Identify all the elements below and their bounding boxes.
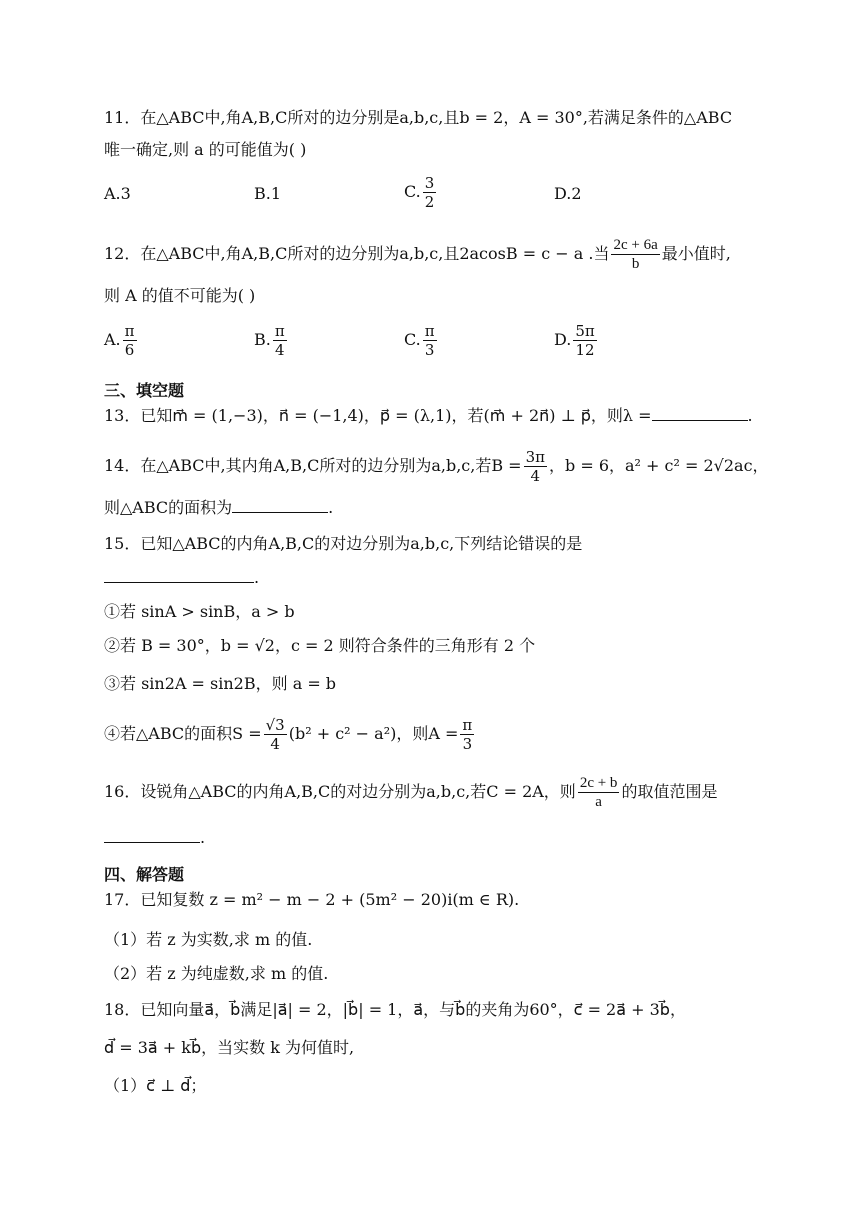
q16-answer-blank[interactable]	[104, 826, 200, 843]
q11-option-b: B.1	[254, 184, 282, 203]
q16-text-a: 16．设锐角△ABC的内角A,B,C的对边分别为a,b,c,若C = 2A，则	[104, 782, 576, 801]
q17-line: 17．已知复数 z = m² − m − 2 + (5m² − 20)i(m ∈ R).	[104, 890, 520, 909]
q16-text-b: 的取值范围是	[621, 782, 718, 801]
q13-text: 13．已知m⃗ = (1,−3)，n⃗ = (−1,4)，p⃗ = (λ,1)，若(m⃗ + 2n⃗) ⊥ p⃗，则λ =	[104, 406, 652, 425]
q12-line1-a: 12．在△ABC中,角A,B,C所对的边分别为a,b,c,且2acosB = c − a .当	[104, 244, 610, 263]
q16-frac-den: a	[595, 794, 602, 810]
q15-item-4-num: √3	[265, 716, 285, 734]
q18-sub1: （1）c⃗ ⊥ d⃗；	[104, 1076, 207, 1095]
q12-option-d-prefix: D.	[554, 330, 572, 349]
q12-option-c-den: 3	[424, 341, 435, 359]
q18-line1: 18．已知向量a⃗，b⃗满足|a⃗| = 2，|b⃗| = 1，a⃗，与b⃗的夹角为60°，c⃗ = 2a⃗ + 3b⃗，	[104, 1000, 686, 1019]
q15-item-4-den: 4	[270, 735, 280, 753]
q14-text-a: 14．在△ABC中,其内角A,B,C所对的边分别为a,b,c,若B =	[104, 456, 522, 475]
q11-option-c-fraction	[423, 174, 437, 211]
q12-option-b	[254, 322, 289, 359]
q14-fraction	[524, 448, 547, 485]
q12-option-d-num: 5π	[575, 322, 595, 340]
q15-item-4-num-2: π	[462, 716, 473, 734]
q12-option-c	[404, 322, 439, 359]
q11-line2: 唯一确定,则 a 的可能值为( )	[104, 140, 307, 159]
q12-frac-den: b	[631, 256, 640, 272]
q12-option-c-fraction	[423, 322, 437, 359]
q16-frac-num: 2c + b	[579, 775, 618, 791]
section-fill-in-heading: 三、填空题	[104, 381, 185, 400]
q16-blank-line	[104, 826, 770, 850]
q16-line1	[104, 774, 770, 811]
q12-option-d	[554, 322, 599, 359]
q12-line2: 则 A 的值不可能为( )	[104, 286, 256, 305]
q12-fraction	[611, 236, 659, 273]
q12-option-a-den: 6	[124, 341, 135, 359]
q15-item-4-a: ④若△ABC的面积S =	[104, 724, 262, 743]
q13-line	[104, 404, 770, 428]
q15-item-4	[104, 716, 770, 753]
q18-line2: d⃗ = 3a⃗ + kb⃗，当实数 k 为何值时,	[104, 1038, 355, 1057]
q15-item-4-fraction	[264, 716, 287, 753]
q15-item-4-b: (b² + c² − a²)，则A =	[288, 724, 459, 743]
q14-line2	[104, 496, 770, 520]
section-answer-heading: 四、解答题	[104, 865, 185, 884]
q11-option-a: A.3	[104, 184, 131, 203]
q11-option-c-num: 3	[424, 174, 435, 192]
q15-line1: 15．已知△ABC的内角A,B,C的对边分别为a,b,c,下列结论错误的是	[104, 534, 583, 553]
q11-option-c-den: 2	[424, 193, 435, 211]
q11-line1: 11．在△ABC中,角A,B,C所对的边分别是a,b,c,且b = 2，A = 30°,若满足条件的△ABC	[104, 108, 733, 127]
q12-line1-b: 最小值时,	[661, 244, 731, 263]
q15-answer-blank[interactable]	[104, 566, 254, 583]
q13-tail: .	[747, 406, 753, 425]
q12-option-a-prefix: A.	[104, 330, 121, 349]
q12-option-a-fraction	[123, 322, 137, 359]
q17-sub2: （2）若 z 为纯虚数,求 m 的值.	[104, 964, 329, 983]
q11-option-d: D.2	[554, 184, 582, 203]
q16-tail: .	[200, 828, 206, 847]
q13-answer-blank[interactable]	[652, 404, 748, 421]
q15-item-2: ②若 B = 30°，b = √2，c = 2 则符合条件的三角形有 2 个	[104, 636, 536, 655]
q14-line2-text: 则△ABC的面积为	[104, 498, 233, 517]
q16-fraction	[578, 774, 620, 811]
q14-text-b: ，b = 6，a² + c² = 2√2ac，	[549, 456, 769, 475]
q12-option-b-fraction	[273, 322, 287, 359]
q15-item-1: ①若 sinA > sinB，a > b	[104, 602, 295, 621]
q12-option-b-den: 4	[275, 341, 285, 359]
q12-option-b-num: π	[274, 322, 285, 340]
q12-option-d-den: 12	[575, 341, 595, 359]
q15-item-3: ③若 sin2A = sin2B，则 a = b	[104, 674, 337, 693]
q12-option-a	[104, 322, 139, 359]
q11-option-c-prefix: C.	[404, 182, 421, 201]
q14-line1	[104, 448, 770, 485]
q12-option-c-num: π	[424, 322, 435, 340]
q12-option-a-num: π	[124, 322, 135, 340]
q14-tail: .	[328, 498, 334, 517]
q12-frac-num: 2c + 6a	[613, 237, 658, 253]
q12-option-c-prefix: C.	[404, 330, 421, 349]
q15-blank-line	[104, 566, 770, 590]
q15-item-4-fraction-2	[460, 716, 474, 753]
q12-option-b-prefix: B.	[254, 330, 271, 349]
q12-line1	[104, 236, 770, 273]
q14-answer-blank[interactable]	[232, 496, 328, 513]
q15-tail: .	[254, 568, 260, 587]
q11-option-c	[404, 174, 438, 211]
q15-item-4-den-2: 3	[462, 735, 473, 753]
q17-sub1: （1）若 z 为实数,求 m 的值.	[104, 930, 313, 949]
q12-option-d-fraction	[573, 322, 596, 359]
q14-frac-num: 3π	[525, 448, 545, 466]
q14-frac-den: 4	[530, 467, 541, 485]
